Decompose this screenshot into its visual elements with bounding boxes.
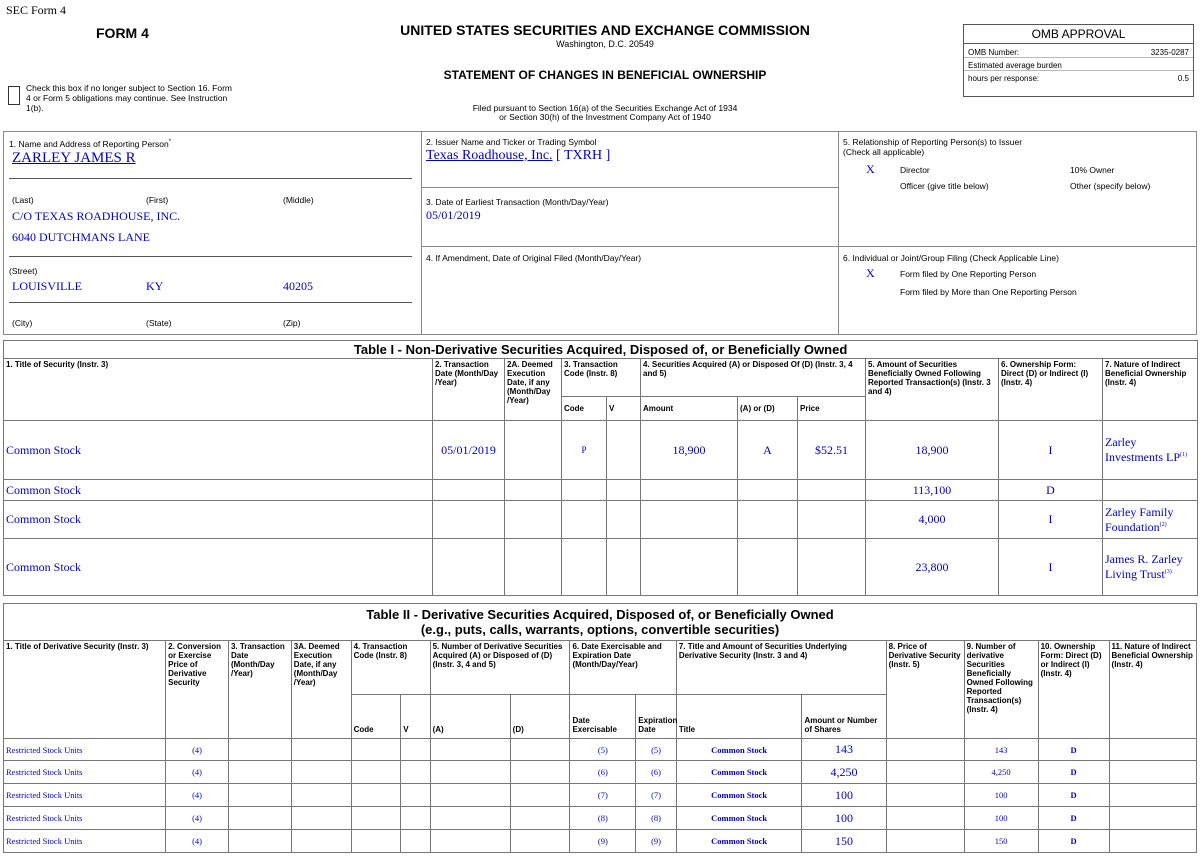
t2-r0-title: Restricted Stock Units [4, 739, 166, 761]
agency-city: Washington, D.C. 20549 [556, 39, 654, 49]
t2-r1-amt: 4,250 [802, 761, 886, 784]
t2-h10: 10. Ownership Form: Direct (D) or Indirect (I) (Instr. 4) [1038, 641, 1109, 739]
first-label: (First) [146, 195, 169, 205]
t2-r4-form: D [1038, 830, 1109, 853]
t1-r0-title: Common Stock [4, 421, 433, 480]
t2-r0-under: Common Stock [676, 739, 802, 761]
address-line-1: C/O TEXAS ROADHOUSE, INC. [12, 209, 181, 223]
issuer-name-link[interactable]: Texas Roadhouse, Inc. [426, 148, 553, 163]
t1-r0-nature-cell [1103, 421, 1198, 480]
t1-r0-owned: 18,900 [866, 421, 999, 480]
t2-amount-shares: Amount or Number of Shares [802, 695, 886, 739]
t1-r2-fn[interactable]: (2) [1159, 521, 1167, 528]
t2-r0-form: D [1038, 739, 1109, 761]
t2-r3-under: Common Stock [676, 807, 802, 830]
t1-h7: 7. Nature of Indirect Beneficial Ownership (Instr. 4) [1103, 359, 1198, 421]
omb-number: 3235-0287 [1150, 48, 1189, 57]
t2-r4-exp: (9) [636, 830, 677, 853]
t2-h11: 11. Nature of Indirect Beneficial Ownership (Instr. 4) [1109, 641, 1196, 739]
zip-label: (Zip) [283, 318, 301, 328]
omb-number-label: OMB Number: [968, 48, 1020, 57]
table-row [4, 480, 1198, 501]
t1-h2: 2. Transaction Date (Month/Day /Year) [433, 359, 505, 421]
t2-r2-owned: 100 [964, 784, 1038, 807]
t1-r2-form: I [999, 501, 1103, 539]
omb-burden: Estimated average burden [964, 58, 1193, 71]
box5-title: 5. Relationship of Reporting Person(s) to Issuer [843, 137, 1023, 147]
zip-value: 40205 [283, 279, 313, 293]
form-title: FORM 4 [96, 25, 149, 41]
t2-r2-title: Restricted Stock Units [4, 784, 166, 807]
t2-r4-under: Common Stock [676, 830, 802, 853]
table-1 [3, 340, 1198, 596]
t2-exercisable: Date Exercisable [570, 695, 636, 739]
t1-r2-nature-cell [1103, 501, 1198, 539]
state-value: KY [146, 279, 164, 293]
t1-r3-form: I [999, 539, 1103, 596]
omb-title: OMB APPROVAL [964, 25, 1193, 44]
t2-r2-ex: (7) [570, 784, 636, 807]
t2-h9: 9. Number of derivative Securities Beneficially Owned Following Reported Transaction(s) (Instr. 4) [964, 641, 1038, 739]
agency-name: UNITED STATES SECURITIES AND EXCHANGE COMMISSION [400, 22, 810, 38]
t2-r3-title: Restricted Stock Units [4, 807, 166, 830]
t2-r2-under: Common Stock [676, 784, 802, 807]
t2-r4-ex: (9) [570, 830, 636, 853]
table-row [4, 501, 1198, 539]
sec-form-label: SEC Form 4 [6, 3, 67, 17]
t2-h7: 7. Title and Amount of Securities Underlying Derivative Security (Instr. 3 and 4) [676, 641, 886, 695]
t1-price: Price [798, 397, 866, 421]
t1-r1-form: D [999, 480, 1103, 501]
t2-expiration: Expiration Date [636, 695, 677, 739]
table2-title-2: (e.g., puts, calls, warrants, options, convertible securities) [420, 622, 780, 637]
filed-pursuant-1: Filed pursuant to Section 16(a) of the Securities Exchange Act of 1934 [472, 103, 738, 113]
t1-r0-code: P [562, 421, 607, 480]
t2-a: (A) [430, 695, 510, 739]
filed-pursuant-2: or Section 30(h) of the Investment Company Act of 1940 [499, 112, 711, 122]
box6-title: 6. Individual or Joint/Group Filing (Check Applicable Line) [843, 253, 1059, 263]
t2-r4-amt: 150 [802, 830, 886, 853]
ticker-close: ] [605, 148, 611, 163]
t2-r1-ex: (6) [570, 761, 636, 784]
city-value: LOUISVILLE [12, 279, 82, 293]
t2-r1-exp: (6) [636, 761, 677, 784]
t2-r0-ex: (5) [570, 739, 636, 761]
table2-title-1: Table II - Derivative Securities Acquired, Disposed of, or Beneficially Owned [366, 607, 834, 622]
one-person-check: X [866, 266, 875, 280]
t1-r0-fn[interactable]: (1) [1180, 452, 1187, 458]
t2-title: Title [676, 695, 802, 739]
t2-r3-owned: 100 [964, 807, 1038, 830]
t1-h4: 4. Securities Acquired (A) or Disposed Of (D) (Instr. 3, 4 and 5) [641, 359, 866, 397]
t1-r1-title: Common Stock [4, 480, 433, 501]
t2-r3-exp: (8) [636, 807, 677, 830]
t1-h3: 3. Transaction Code (Instr. 8) [562, 359, 641, 397]
t2-h6: 6. Date Exercisable and Expiration Date (Month/Day/Year) [570, 641, 676, 695]
t1-r3-fn[interactable]: (3) [1164, 569, 1172, 575]
one-person-label: Form filed by One Reporting Person [900, 269, 1037, 279]
ticker-open: [ [556, 148, 561, 163]
t2-h3a: 3A. Deemed Execution Date, if any (Month/Day /Year) [291, 641, 351, 739]
t2-h1: 1. Title of Derivative Security (Instr. 3) [4, 641, 166, 739]
omb-hours-label: hours per response: [968, 74, 1040, 83]
t2-r1-conv: (4) [166, 761, 229, 784]
t2-h8: 8. Price of Derivative Security (Instr. 5) [886, 641, 964, 739]
t2-r2-conv: (4) [166, 784, 229, 807]
t2-r1-under: Common Stock [676, 761, 802, 784]
t2-r0-conv: (4) [166, 739, 229, 761]
issuer-line [426, 148, 610, 164]
t2-v: V [401, 695, 430, 739]
section16-text: Check this box if no longer subject to Section 16. Form 4 or Form 5 obligations may continue. See Instruction 1(b). [26, 83, 232, 113]
table-row [4, 807, 1197, 830]
earliest-transaction-date: 05/01/2019 [426, 208, 481, 222]
t2-h5: 5. Number of Derivative Securities Acquired (A) or Disposed of (D) (Instr. 3, 4 and 5) [430, 641, 570, 695]
t1-r0-form: I [999, 421, 1103, 480]
t2-r1-title: Restricted Stock Units [4, 761, 166, 784]
t1-h5: 5. Amount of Securities Beneficially Owned Following Reported Transaction(s) (Instr. 3 and 4) [866, 359, 999, 421]
reporting-person-name[interactable]: ZARLEY JAMES R [12, 150, 136, 166]
statement-title: STATEMENT OF CHANGES IN BENEFICIAL OWNERSHIP [443, 68, 767, 82]
t2-r4-title: Restricted Stock Units [4, 830, 166, 853]
last-label: (Last) [12, 195, 34, 205]
state-label: (State) [146, 318, 172, 328]
omb-hours: 0.5 [1177, 74, 1189, 83]
owner10-label: 10% Owner [1070, 165, 1115, 175]
box3-title: 3. Date of Earliest Transaction (Month/Day/Year) [426, 197, 609, 207]
t2-r2-amt: 100 [802, 784, 886, 807]
t1-r3-nature-cell [1103, 539, 1198, 596]
more-person-label: Form filed by More than One Reporting Person [900, 287, 1077, 297]
address-line-2: 6040 DUTCHMANS LANE [12, 230, 150, 244]
t2-r4-owned: 150 [964, 830, 1038, 853]
city-label: (City) [12, 318, 33, 328]
table-2 [3, 603, 1197, 853]
t2-r0-amt: 143 [802, 739, 886, 761]
t1-r0-amount: 18,900 [641, 421, 738, 480]
t2-h2: 2. Conversion or Exercise Price of Derivative Security [166, 641, 229, 739]
t2-r4-conv: (4) [166, 830, 229, 853]
t2-r3-form: D [1038, 807, 1109, 830]
other-label: Other (specify below) [1070, 181, 1151, 191]
t1-code: Code [562, 397, 607, 421]
table-row [4, 761, 1197, 784]
table-row [4, 830, 1197, 853]
officer-label: Officer (give title below) [900, 181, 989, 191]
table-row [4, 784, 1197, 807]
t2-d: (D) [510, 695, 570, 739]
omb-approval-box [963, 24, 1194, 97]
director-check: X [866, 162, 875, 176]
t1-r0-ad: A [738, 421, 798, 480]
t1-r0-price: $52.51 [798, 421, 866, 480]
table2-title [4, 604, 1197, 641]
street-label: (Street) [9, 266, 38, 276]
t1-r2-nature: Zarley Family Foundation [1105, 504, 1174, 534]
t2-r2-exp: (7) [636, 784, 677, 807]
t1-amount: Amount [641, 397, 738, 421]
t2-code: Code [351, 695, 401, 739]
middle-label: (Middle) [283, 195, 314, 205]
t2-r3-ex: (8) [570, 807, 636, 830]
table-row [4, 421, 1198, 480]
director-label: Director [900, 165, 930, 175]
t1-r3-title: Common Stock [4, 539, 433, 596]
box2-title: 2. Issuer Name and Ticker or Trading Symbol [426, 137, 597, 147]
t1-v: V [607, 397, 641, 421]
table1-title: Table I - Non-Derivative Securities Acquired, Disposed of, or Beneficially Owned [4, 341, 1198, 359]
ticker-link[interactable]: TXRH [563, 148, 603, 163]
t1-r3-owned: 23,800 [866, 539, 999, 596]
t1-r2-owned: 4,000 [866, 501, 999, 539]
t1-r3-nature: James R. Zarley Living Trust [1105, 552, 1183, 581]
t2-r3-conv: (4) [166, 807, 229, 830]
t2-r2-form: D [1038, 784, 1109, 807]
t2-r3-amt: 100 [802, 807, 886, 830]
t1-h6: 6. Ownership Form: Direct (D) or Indirect (I) (Instr. 4) [999, 359, 1103, 421]
t2-r0-owned: 143 [964, 739, 1038, 761]
t1-r1-owned: 113,100 [866, 480, 999, 501]
box4-title: 4. If Amendment, Date of Original Filed (Month/Day/Year) [426, 253, 642, 263]
t1-r0-nature: Zarley Investments LP [1105, 435, 1180, 464]
t2-r1-form: D [1038, 761, 1109, 784]
box1-title: 1. Name and Address of Reporting Person* [9, 138, 172, 149]
t1-h1: 1. Title of Security (Instr. 3) [4, 359, 433, 421]
table-row [4, 539, 1198, 596]
t2-r1-owned: 4,250 [964, 761, 1038, 784]
t2-r0-exp: (5) [636, 739, 677, 761]
table-row [4, 739, 1197, 761]
t1-aord: (A) or (D) [738, 397, 798, 421]
t1-r0-date: 05/01/2019 [433, 421, 505, 480]
t2-h3: 3. Transaction Date (Month/Day /Year) [228, 641, 291, 739]
box5-subtitle: (Check all applicable) [843, 147, 925, 157]
section16-checkbox[interactable] [8, 86, 20, 105]
t1-r2-title: Common Stock [4, 501, 433, 539]
t1-h2a: 2A. Deemed Execution Date, if any (Month/Day /Year) [505, 359, 562, 421]
t2-h4: 4. Transaction Code (Instr. 8) [351, 641, 430, 695]
